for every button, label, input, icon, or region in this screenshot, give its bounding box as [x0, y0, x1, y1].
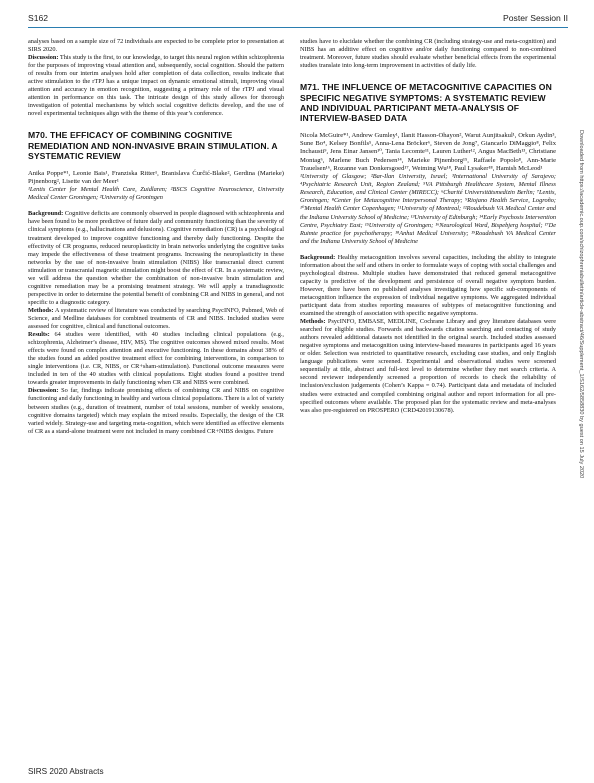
header-rule	[28, 27, 568, 28]
m71-title: M71. THE INFLUENCE OF METACOGNITIVE CAPACITIES ON SPECIFIC NEGATIVE SYMPTOMS: A SYSTEMATIC REVIEW AND INDIVIDUAL PARTICIPANT META-ANALYSIS OF INTERVIEW-BASED DATA	[300, 82, 552, 124]
m70-title: M70. THE EFFICACY OF COMBINING COGNITIVE REMEDIATION AND NON-INVASIVE BRAIN STIMULATION. A SYSTEMATIC REVIEW	[28, 130, 278, 162]
m71-methods-label: Methods:	[300, 318, 326, 326]
background-paragraph	[28, 210, 284, 307]
discussion2-label: Discussion:	[28, 387, 59, 395]
results-paragraph	[28, 331, 284, 387]
m71-affiliations: ¹University of Glasgow; ²Bar-Ilan University, Israel; ³International University of Sarajevo; ⁴Psychiatric Research Unit, Region Zealand; ⁵VA Pittsburgh Healthcare System, Mental Illness Research, Education, and Clinical Center (MIRECC); ⁶Charité Universitätsmedizin Berlin; ⁷Lentis, Groningen; ⁸Center for Metacognitive Interpersonal Therapy; ⁹Riojano Health Service, Logroño; ¹⁰Mental Health Center Copenhagen; ¹¹University of Montreal; ¹²Roudebush VA Medical Center and the Indiana University School of Medicine; ¹³University of Edinburgh; ¹⁴Early Psychosis Intervention Centre, Psychiatry East; ¹⁵University of Groningen; ¹⁶Neurological Ward, Bispebjerg hospital; ¹⁷De Ruimte practice for psychotherapy; ¹⁸Anhui Medical University; ¹⁹Roudebush VA Medical Center and the Indiana University School of Medicine	[300, 173, 556, 245]
right-intro-paragraph: studies have to elucidate whether the combining CR (including strategy-use and meta-cognition) and NIBS has an additive effect on cognitive and/or daily functioning compared to non-combined treatment. Moreover, future studies should evaluate whether beneficial effects from the experimental studies translate into long-term improvement in activities of daily life.	[300, 38, 556, 70]
page-footer: SIRS 2020 Abstracts	[28, 767, 104, 776]
m71-methods-text: PsycINFO, EMBASE, MEDLINE, Cochrane Library and grey literature databases were searched for eligible studies. Forwards and backwards citation searching and contacting of study authors revealed additional datasets not identified in the original search. Included studies assessed negative symptoms and metacognition using interview-based measures in participants aged 16 years or older. Selection was restricted to quantitative research, excluding case studies, and only English language publications were screened. Experimental and observational studies were screened sequentially at title, abstract and full-text level to determine whether they met search criteria. A second reviewer independently screened a proportion of records to check the reliability of inclusion/exclusion judgements (Cohen’s Kappa = 0.74). Participant data and metadata of included studies were extracted and compiled combining original author and report information for all pre-specified outcomes where available. The proposed plan for the systematic review and meta-analyses was also pre-registered on PROSPERO (CRD42019130678).	[300, 318, 556, 414]
results-label: Results:	[28, 331, 50, 339]
background-text: Cognitive deficits are commonly observed in people diagnosed with schizophrenia and have been found to be more predictive of future daily and community functioning than the severity of clinical symptoms (e.g., hallucinations and delusions). Cognitive remediation (CR) is a psychological treatment developed to improve cognitive functioning and thereby daily functioning. Despite the effectivity of CR programs, reduced neuroplasticity in brain networks underlying the cognitive tasks may impede the effectiveness of these treatment programs. Increasing the neuroplasticity in these networks by the use of non-invasive brain stimulation (NIBS) like transcranial direct current stimulation or transcranial magnetic stimulation might boost the effect of CR. In a systematic review, we will address the question whether the combination of non-invasive brain stimulation and cognitive remediation may be a promising treatment strategy. We will apply a transdiagnostic perspective in order to determine the potential benefit of combining CR and NIBS in general, and not specific to a diagnostic category.	[28, 210, 284, 306]
discussion-text: This study is the first, to our knowledge, to target this neural region within schizophrenia for the purposes of improving visual attention and, subsequently, social cognition. Should the pattern of results from our interim analyses hold after completion of data collection, results indicate that active stimulation to the rTPJ has a unique impact on dynamic emotional stimuli, improving visual attention and accuracy in emotion recognition, suggesting a primary role of the rTPJ and visual attention in performance on this task. The intricate design of this study allows for thorough investigation of potential mechanisms by which social cognitive deficits develop, and the use of novel experimental techniques align with the theme of this year’s conference.	[28, 54, 284, 118]
results-text: 64 studies were identified, with 40 studies including clinical populations (e.g., schizophrenia, Alzheimer’s disease, HIV, MS). The cognitive outcomes showed mixed results. Most effects were found on complex attention and executive functioning. In these domains about 38% of the studies found an added positive treatment effect for combining interventions, in comparison to single interventions (i.e. CR, NIBS, or CR+sham-stimulation). Functional outcome measures were included in ten of the 40 studies with clinical populations. Eight studies found a positive trend towards greater improvements in daily functioning when CR and NIBS were combined.	[28, 331, 284, 387]
m70-affiliations: ¹Lentis Center for Mental Health Care, Zuidlaren; ²BSCS Cognitive Neuroscience, University Medical Center Groningen; ²University of Groningen	[28, 186, 284, 202]
page-code: S162	[28, 13, 49, 23]
page-header	[28, 9, 568, 27]
discussion-label: Discussion:	[28, 54, 59, 62]
m71-background-label: Background:	[300, 253, 336, 261]
right-column	[300, 38, 556, 415]
download-side-note: Downloaded from https://academic.oup.com/schizophreniabulletin/article-abstract/46/Supplement_1/S162/5858830 by guest on 15 July 2020	[578, 130, 584, 479]
m71-methods-paragraph	[300, 318, 556, 415]
methods-text: A systematic review of literature was conducted by searching PsycINFO, Pubmed, Web of Science, and Medline databases for combined treatments of CR and NIBS. Included studies were assessed for cognitive, clinical and functional outcomes.	[28, 306, 284, 331]
left-column	[28, 38, 284, 436]
discussion2-paragraph	[28, 387, 284, 435]
methods-label: Methods:	[28, 306, 54, 314]
background-label: Background:	[28, 210, 64, 218]
m71-authors: Nicola McGuire*¹, Andrew Gumley¹, Ilanit Hasson-Ohayon², Warut Aunjitsakul¹, Orkun Aydin³, Sune Bo⁴, Kelsey Bonfils⁵, Anna-Lena Bröcker⁶, Steven de Jong⁷, Giancarlo DiMaggio⁸, Felix Inchausti⁹, Jens Einar Jansen¹⁰, Tania Lecomte¹¹, Lauren Luther¹², Angus MacBeth¹³, Christiane Montag⁶, Marlene Buch Pedersen¹⁴, Marieke Pijnenborg¹⁵, Raffaele Popolo⁸, Ann-Marie Trauelsen¹⁶, Rozanne van Donkersgoed¹⁷, Weiming Wu¹⁸, Paul Lysaker¹⁸, Hamish McLeod¹	[300, 131, 556, 172]
intro-paragraph: analyses based on a sample size of 72 individuals are expected to be complete prior to presentation at SIRS 2020.	[28, 38, 284, 54]
m71-background-text: Healthy metacognition involves several capacities, including the ability to integrate information about the self and others in order to formulate ways of coping with social challenges and psychological distress. Multiple studies have demonstrated that reduced general metacognitive capacity is predictive of the development and persistence of overall negative symptom burden. However, there have been no published analyses investigating how specific sub-components of metacognition influence the expression of individual negative symptoms. We aggregated individual participant data from studies reporting measures of subtypes of metacognitive functioning and examined the strength of association with specific negative symptoms.	[300, 253, 556, 318]
discussion-paragraph	[28, 54, 284, 118]
m70-authors: Anika Poppe*¹, Leonie Bais¹, Franziska Ritter¹, Branislava Ćurčić-Blake², Gerdina (Marieke) Pijnenborg², Lisette van der Meer¹	[28, 169, 284, 185]
discussion2-text: So far, findings indicate promising effects of combining CR and NIBS on cognitive functioning and daily functioning in healthy and various clinical populations. There is a lot of variety between studies (e.g., duration of treatment, number of total sessions, number of weekly sessions, cognitive domains targeted) which may explain the mixed results. Especially, the design of the CR varied widely. Strategy-use and targeting meta-cognition, which were identified as effective elements of CR as a stand-alone treatment were not included in many combined CR+NIBS designs. Future	[28, 387, 284, 435]
methods-paragraph	[28, 307, 284, 331]
section-title: Poster Session II	[503, 13, 568, 23]
m71-background-paragraph	[300, 254, 556, 318]
